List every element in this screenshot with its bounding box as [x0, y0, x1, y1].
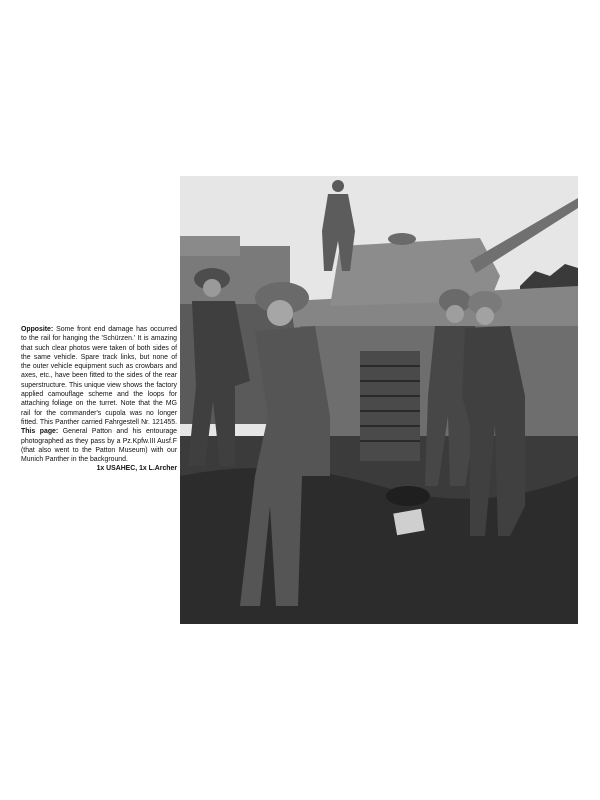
- historical-photo: [180, 176, 578, 624]
- photo-illustration: [180, 176, 578, 624]
- caption-this-page-text: General Patton and his entourage photographed as they pass by a Pz.Kpfw.III Ausf.F (that also went to the Patton Museum) with our Munich Panther in the background.: [21, 428, 177, 464]
- caption-opposite-label: Opposite:: [21, 326, 54, 333]
- photo-credit: 1x USAHEC, 1x L.Archer: [96, 465, 177, 473]
- caption-opposite-text: Some front end damage has occurred to the rail for hanging the 'Schürzen.' It is amazing that such clear photos were taken of both sides of the same vehicle. Spare track links, but none of the outer vehicle equipment such as crowbars and axes, etc., have been fitted to the sides of the rear superstructure. This unique view shows the factory applied camouflage scheme and the loops for attaching foliage on the turret. Note that the MG rail for the commander's cupola was no longer fitted. This Panther carried Fahrgestell Nr. 121455.: [21, 326, 177, 426]
- photo-caption: [21, 325, 177, 474]
- caption-this-page-label: This page:: [21, 428, 59, 436]
